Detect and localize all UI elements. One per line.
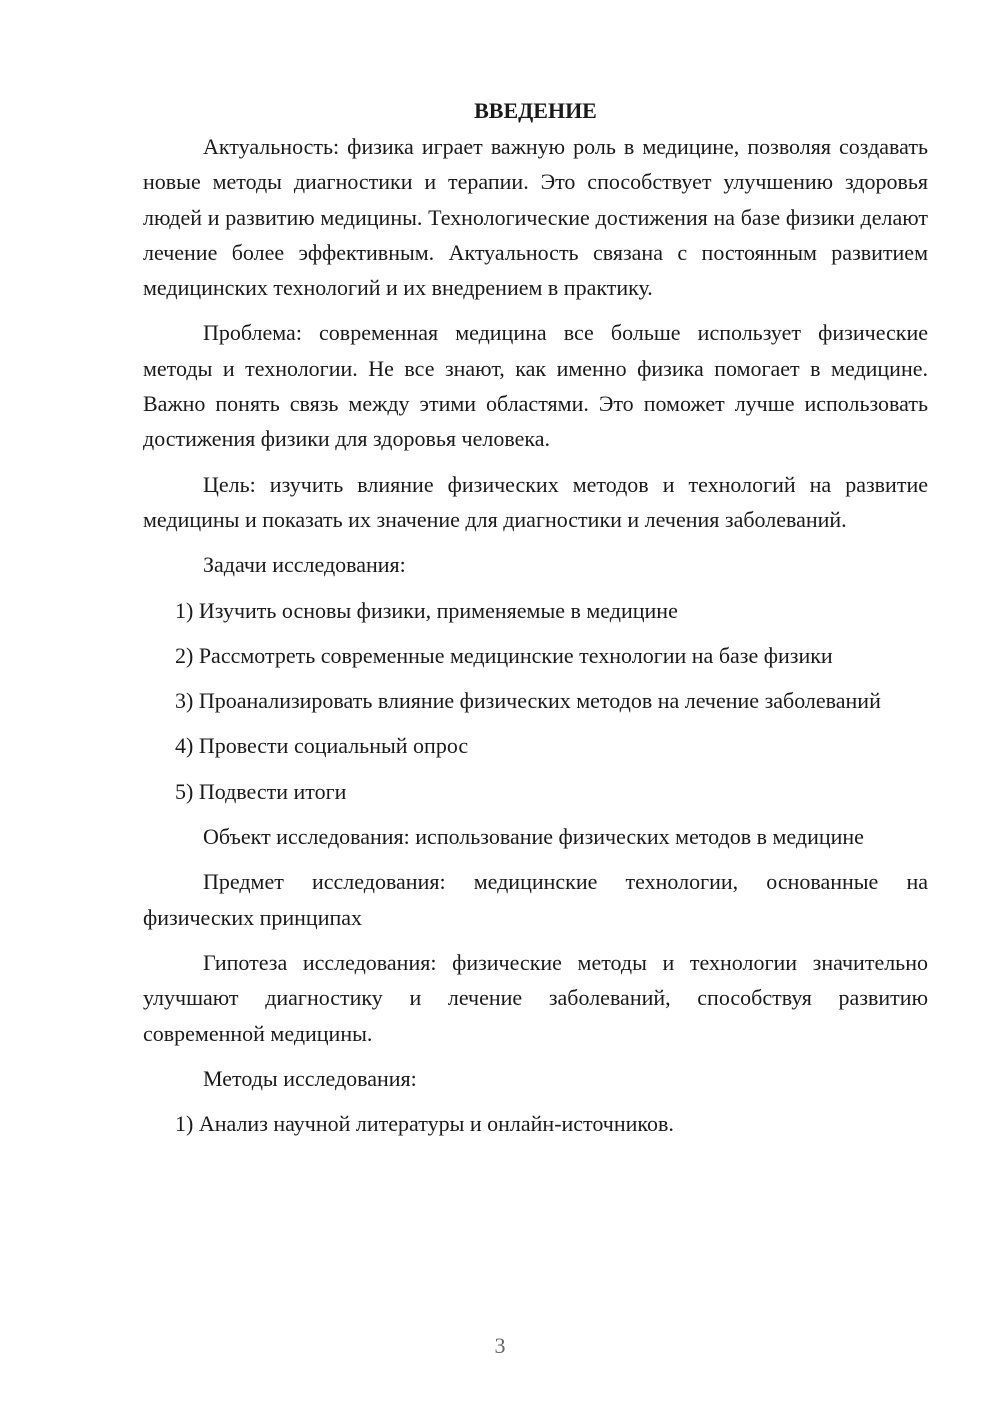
task-item-4: 4) Провести социальный опрос [175, 733, 469, 759]
task-item-5: 5) Подвести итоги [175, 778, 347, 804]
tasks-heading: Задачи исследования: [203, 552, 406, 578]
paragraph-hypothesis: Гипотеза исследования: физические методы и технологии значительно улучшают диагностику и лечение заболеваний, способствуя развитию современной медицины. [143, 949, 928, 1046]
task-item-1: 1) Изучить основы физики, применяемые в медицине [175, 597, 678, 623]
paragraph-goal: Цель: изучить влияние физических методов и технологий на развитие медицины и показать их значение для диагностики и лечения заболеваний. [143, 471, 928, 532]
paragraph-relevance: Актуальность: физика играет важную роль в медицине, позволяя создавать новые методы диагностики и терапии. Это способствует улучшению здоровья людей и развитию медицины. Технологические достижения на базе физики делают лечение более эффективным. Актуальность связана с постоянным развитием медицинских технологий и их внедрением в практику. [143, 134, 928, 301]
method-item-1: 1) Анализ научной литературы и онлайн-источников. [175, 1111, 674, 1137]
task-item-3: 3) Проанализировать влияние физических методов на лечение заболеваний [175, 688, 881, 714]
page-number: 3 [494, 1333, 506, 1358]
task-item-2: 2) Рассмотреть современные медицинские технологии на базе физики [175, 642, 833, 668]
methods-heading: Методы исследования: [203, 1065, 417, 1091]
paragraph-subject: Предмет исследования: медицинские технологии, основанные на физических принципах [143, 869, 928, 930]
paragraph-problem: Проблема: современная медицина все больше использует физические методы и технологии. Не все знают, как именно физика помогает в медицине. Важно понять связь между этими областями. Это поможет лучше использовать достижения физики для здоровья человека. [143, 320, 928, 452]
section-title: ВВЕДЕНИЕ [474, 98, 597, 123]
paragraph-object: Объект исследования: использование физических методов в медицине [203, 824, 864, 850]
document-body [143, 96, 928, 1151]
